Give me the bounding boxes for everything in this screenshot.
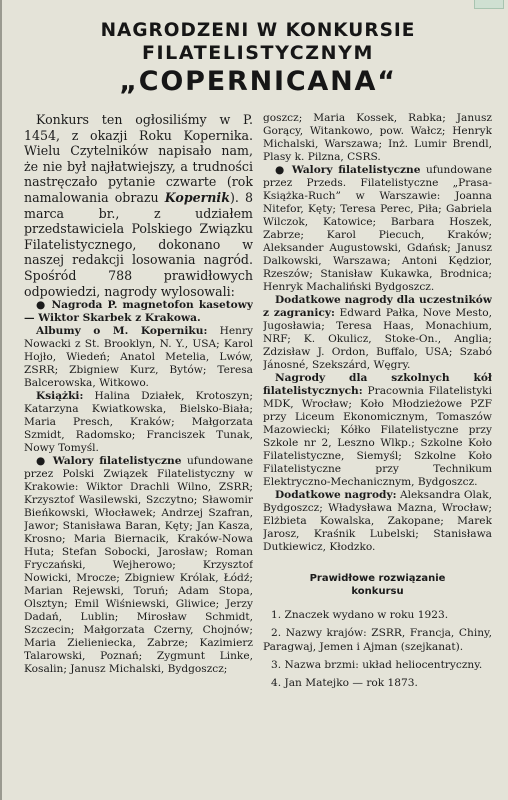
prize-item-4 (24, 455, 253, 676)
prize-item-3 (24, 390, 253, 455)
right-column (263, 112, 492, 772)
headline-line-2: FILATELISTYCZNYM (141, 42, 375, 64)
answer-item: 3. Nazwa brzmi: układ heliocentryczny. (271, 659, 483, 671)
prize-item-6 (263, 294, 492, 372)
corner-mark (474, 0, 504, 9)
article-columns (24, 112, 492, 772)
prize-label-5: Walory filatelistyczne (291, 164, 421, 176)
prize-item-5 (263, 164, 492, 294)
answer-item: 1. Znaczek wydano w roku 1923. (271, 609, 449, 621)
prize-item-8 (263, 489, 492, 554)
prize-text-7: Pracownia Filatelistyki MDK, Wrocław; Koło Młodzieżowe PZF przy Liceum Ekonomicznym, Tomaszów Mazowiecki; Kółko Filatelistyczne przy Szkole nr 2, Leszno Wlkp.; Szkolne Koło Filatelistyczne, Siemyśl; Szkolne Koło Filatelistyczne przy Technikum Elektryczno-Mechanicznym, Bydgoszcz. (263, 385, 492, 488)
left-column (24, 112, 253, 772)
prize-item-7 (263, 372, 492, 489)
prize-item-2 (24, 325, 253, 390)
prize-label-8: Dodatkowe nagrody: (275, 489, 397, 501)
answers-heading (263, 572, 492, 598)
prize-label-1: Nagroda P. magnetofon kasetowy (51, 299, 253, 312)
prize-text-4: ufundowane przez Polski Związek Filatelistyczny w Krakowie: Wiktor Drachli Wilno, ZSRR; Krzysztof Wasilewski, Szczytno; Sławomir Bieńkowski, Włocławek; Andrzej Szafran, Jawor; Stanisława Baran, Kęty; Jan Kasza, Krosno; Maria Biernacik, Kraków-Nowa Huta; Stefan Sobocki, Jarosław; Roman Fryczański, Wejherowo; Krzysztof Nowicki, Mrocze; Zbigniew Królak, Łódź; Marian Rejewski, Toruń; Adam Stopa, Olsztyn; Emil Wiśniewski, Gliwice; Jerzy Dadań, Lublin; Mirosław Schmidt, Szczecin; Małgorzata Czerny, Chojnów; Maria Zielieniecka, Zabrze; Kazimierz Talarowski, Poznań; Zygmunt Linke, Kosalin; Janusz Michalski, Bydgoszcz; (24, 455, 253, 676)
prize-label-7: Nagrody dla szkolnych kół filatelistycznych: (263, 372, 492, 397)
answers-heading-line-1: Prawidłowe rozwiązanie (309, 573, 446, 584)
headline-line-3: „COPERNICANA“ (119, 66, 397, 97)
prize-text-3: Halina Działek, Krotoszyn; Katarzyna Kwiatkowska, Bielsko-Biała; Maria Presch, Kraków; Małgorzata Szmidt, Radomsko; Franciszek Tunak, Nowy Tomyśl. (24, 390, 253, 455)
prize-label-2: Albumy o M. Koperniku: (36, 325, 208, 338)
prize-text-6: Edward Pałka, Nove Mesto, Jugosławia; Teresa Haas, Monachium, NRF; K. Okulicz, Stoke-On., Anglia; Zdzisław J. Ordon, Buffalo, USA; Szabó Jánosné, Szekszárd, Węgry. (263, 307, 492, 371)
prize-item-1 (24, 299, 253, 325)
headline-line-1: NAGRODZENI W KONKURSIE (100, 20, 416, 41)
prize-label-4: Walory filatelistyczne (52, 455, 182, 468)
prize-text-5: ufundowane przez Przeds. Filatelistyczne „Prasa-Książka-Ruch” w Warszawie: Joanna Nitefor, Kęty; Teresa Perec, Piła; Gabriela Wilczok, Katowice; Barbara Hoszek, Zabrze; Karol Piecuch, Kraków; Aleksander Augustowski, Gdańsk; Janusz Dalkowski, Warszawa; Antoni Kędzior, Rzeszów; Stanisław Kukawka, Brodnica; Henryk Machaliński Bydgoszcz. (263, 164, 492, 293)
prize-label-6: Dodatkowe nagrody dla uczestników z zagranicy: (263, 294, 492, 319)
bullet-icon: ● (36, 455, 48, 468)
prize-text-8: Aleksandra Olak, Bydgoszcz; Władysława Mazna, Wrocław; Elżbieta Kowalska, Zakopane; Marek Jarosz, Kraśnik Lubelski; Stanisława Dutkiewicz, Kłodzko. (263, 489, 492, 553)
answers-list (263, 608, 492, 690)
intro-paragraph (24, 112, 253, 299)
prize-label-3: Książki: (36, 390, 84, 403)
intro-text-b: ). 8 marca br., z udziałem przedstawiciela Polskiego Związku Filatelistycznego, dokonano w naszej redakcji losowania nagród. Spośród 788 prawidłowych odpowiedzi, nagrody wylosowali: (24, 189, 253, 299)
bullet-icon: ● (275, 164, 287, 176)
bullet-icon: ● (36, 299, 47, 312)
prize-text-2: Henry Nowacki z St. Brooklyn, N. Y., USA; Karol Hojło, Wiedeń; Anatol Metelia, Lwów, ZSRR; Zbigniew Kurz, Bytów; Teresa Balcerowska, Witkowo. (24, 325, 253, 390)
article-headline (24, 20, 492, 98)
continued-text: goszcz; Maria Kossek, Rabka; Janusz Gorący, Witankowo, pow. Wałcz; Henryk Michalski, Warszawa; Inż. Lumir Brendl, Plasy k. Pilzna, CSRS. (263, 112, 492, 163)
prize-text-1: — Wiktor Skarbek z Krakowa. (24, 312, 201, 325)
intro-text-a: Konkurs ten ogłosiliśmy w P. 1454, z okazji Roku Kopernika. Wielu Czytelników napisało nam, że nie był najłatwiejszy, a trudności nastręczało pytanie czwarte (rok namalowania obrazu (24, 112, 253, 205)
answer-item: 4. Jan Matejko — rok 1873. (271, 677, 418, 689)
intro-italic-title: Kopernik (164, 189, 230, 205)
answers-heading-line-2: konkursu (351, 586, 404, 597)
answer-item: 2. Nazwy krajów: ZSRR, Francja, Chiny, Paragwaj, Jemen i Ajman (szejkanat). (263, 627, 492, 653)
